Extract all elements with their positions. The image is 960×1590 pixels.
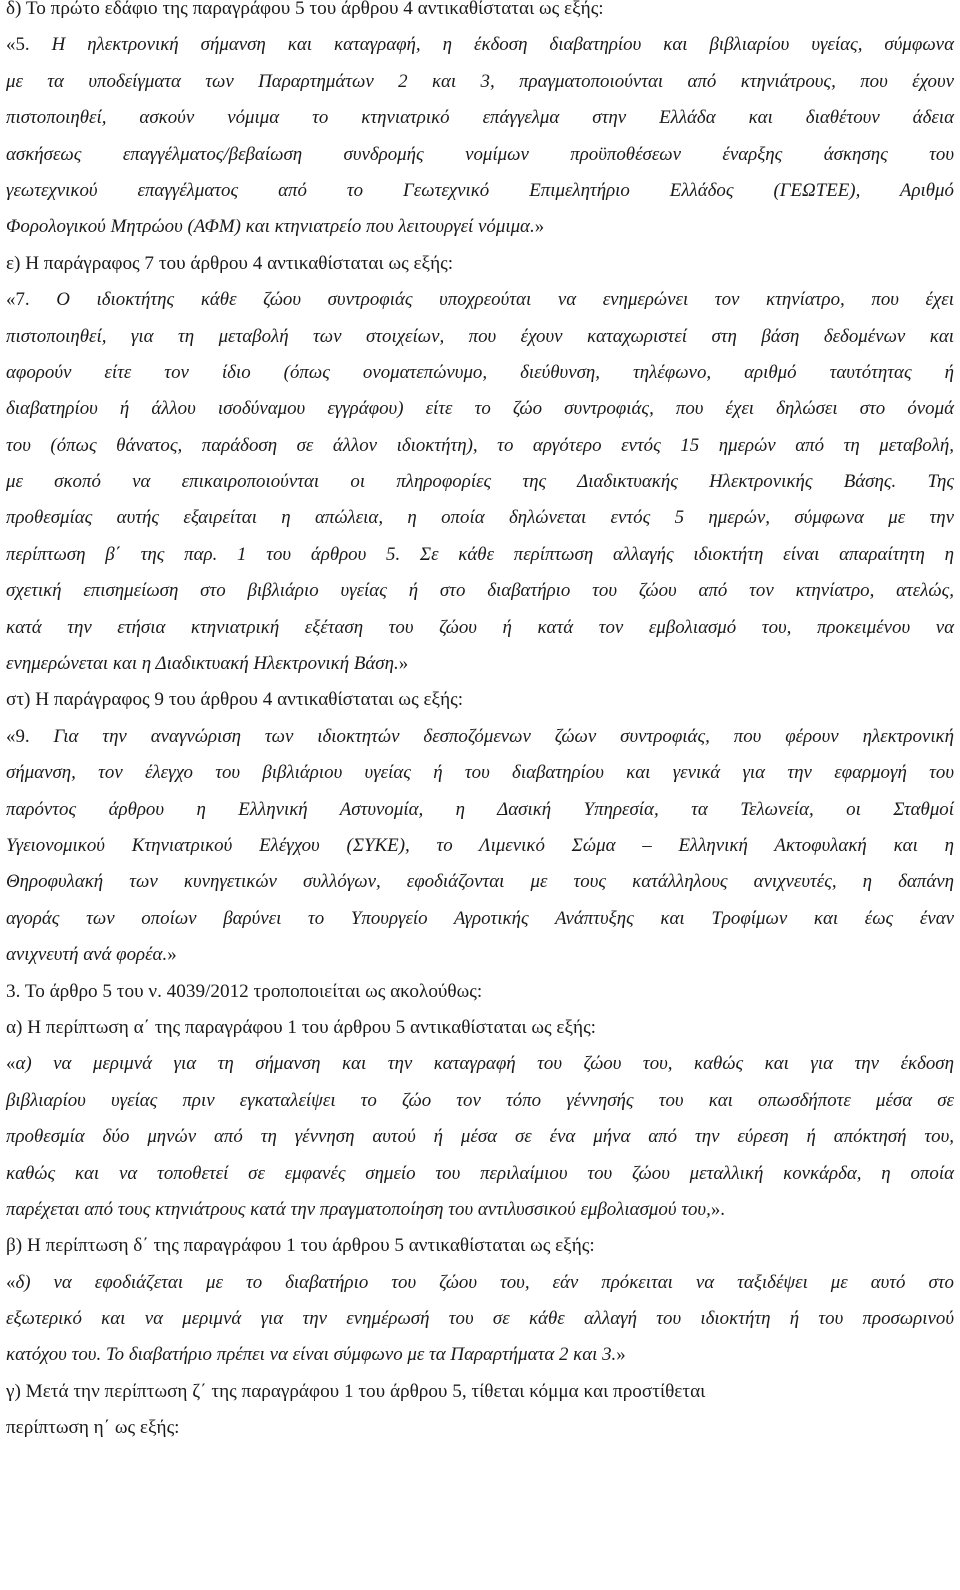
text-segment: β) Η περίπτωση δ΄ της παραγράφου 1 του άρθρου 5 αντικαθίσταται ως εξής: [6,1235,595,1257]
text-segment: γ) Μετά την περίπτωση ζ΄ της παραγράφου 1 του άρθρου 5, τίθεται κόμμα και προστίθεται [6,1380,706,1402]
text-segment: Φορολογικού Μητρώου (ΑΦΜ) και κτηνιατρείο που λειτουργεί νόμιμα. [6,216,535,238]
text-segment: ανιχνευτή ανά φορέα. [6,944,168,966]
text-segment: εξωτερικό και να μεριμνά για την ενημέρωσή του σε κάθε αλλαγή του ιδιοκτήτη ή του προσωρινού [6,1308,954,1330]
text-line [6,682,954,718]
text-line [6,209,954,245]
text-segment: σήμανση, τον έλεγχο του βιβλιάριου υγείας ή του διαβατηρίου και γενικά για την εφαρμογή του [6,762,954,784]
text-segment: παρέχεται από τους κτηνιάτρους κατά την πραγματοποίηση του αντιλυσσικού εμβολιασμού του, [6,1198,711,1220]
text-line [6,646,954,682]
text-line [6,173,954,209]
text-line [6,755,954,791]
text-segment: αγοράς των οποίων βαρύνει το Υπουργείο Αγροτικής Ανάπτυξης και Τροφίμων και έως έναν [6,907,954,929]
text-segment: » [167,944,177,966]
text-segment: παρόντος άρθρου η Ελληνική Αστυνομία, η Δασική Υπηρεσία, τα Τελωνεία, οι Σταθμοί [6,798,954,820]
text-line [6,1265,954,1301]
text-line [6,355,954,391]
text-line [6,1337,954,1373]
text-segment: κατά την ετήσια κτηνιατρική εξέταση του ζώου ή κατά τον εμβολιασμό του, προκειμένου να [6,616,954,638]
text-line [6,537,954,573]
text-line [6,719,954,755]
text-line [6,319,954,355]
text-line [6,610,954,646]
text-line [6,974,954,1010]
text-segment: περίπτωση β΄ της παρ. 1 του άρθρου 5. Σε κάθε περίπτωση αλλαγής ιδιοκτήτη είναι απαραίτητη η [6,543,954,565]
document-page [6,0,954,1447]
text-line [6,1301,954,1337]
text-segment: » [534,216,545,238]
text-segment: Υγειονομικού Κτηνιατρικού Ελέγχου (ΣΥΚΕ), το Λιμενικό Σώμα – Ελληνική Ακτοφυλακή και η [6,834,954,856]
text-line [6,100,954,136]
text-segment: ασκήσεως επαγγέλματος/βεβαίωση συνδρομής νομίμων προϋποθέσεων έναρξης άσκησης του [6,143,954,165]
text-segment: γεωτεχνικού επαγγέλματος από το Γεωτεχνικό Επιμελητήριο Ελλάδος (ΓΕΩΤΕΕ), Αριθμό [6,179,954,201]
text-line [6,391,954,427]
text-line [6,0,954,27]
text-segment: του (όπως θάνατος, παράδοση σε άλλον ιδιοκτήτη), το αργότερο εντός 15 ημερών από τη μεταβολή, [6,434,954,456]
text-segment: «5. [6,34,52,56]
text-line [6,1046,954,1082]
text-line [6,1156,954,1192]
text-segment: ». [710,1198,726,1220]
text-line [6,573,954,609]
text-segment: ενημερώνεται και η Διαδικτυακή Ηλεκτρονική Βάση. [6,653,399,675]
text-line [6,1410,954,1446]
text-line [6,64,954,100]
text-line [6,428,954,464]
text-segment: προθεσμία δύο μηνών από τη γέννηση αυτού ή μέσα σε ένα μήνα από την εύρεση ή απόκτησή του, [6,1126,954,1148]
text-line [6,27,954,63]
text-line [6,1228,954,1264]
text-segment: Για την αναγνώριση των ιδιοκτητών δεσποζόμενων ζώων συντροφιάς, που φέρουν ηλεκτρονική [53,725,955,747]
text-segment: α) να μεριμνά για τη σήμανση και την καταγραφή του ζώου του, καθώς και για την έκδοση [15,1053,954,1075]
text-segment: Ο ιδιοκτήτης κάθε ζώου συντροφιάς υποχρεούται να ενημερώνει τον κτηνίατρο, που έχει [56,289,955,311]
text-segment: « [6,1053,16,1075]
text-segment: βιβλιαρίου υγείας πριν εγκαταλείψει το ζώο τον τόπο γέννησής του και οπωσδήποτε μέσα σε [6,1089,954,1111]
text-segment: α) Η περίπτωση α΄ της παραγράφου 1 του άρθρου 5 αντικαθίσταται ως εξής: [6,1016,596,1038]
text-line [6,500,954,536]
text-line [6,901,954,937]
text-segment: καθώς και να τοποθετεί σε εμφανές σημείο του περιλαίμιου του ζώου μεταλλική κονκάρδα, η οποία [6,1162,954,1184]
text-segment: Η ηλεκτρονική σήμανση και καταγραφή, η έκδοση διαβατηρίου και βιβλιαρίου υγείας, σύμφωνα [51,34,954,56]
text-segment: «9. [6,725,54,747]
text-line [6,828,954,864]
text-segment: περίπτωση η΄ ως εξής: [6,1417,180,1439]
text-line [6,792,954,828]
text-segment: 3. Το άρθρο 5 του ν. 4039/2012 τροποποιείται ως ακολούθως: [6,980,483,1002]
text-line [6,282,954,318]
text-segment: πιστοποιηθεί, ασκούν νόμιμα το κτηνιατρικό επάγγελμα στην Ελλάδα και διαθέτουν άδεια [6,107,954,129]
text-segment: κατόχου του. Το διαβατήριο πρέπει να είναι σύμφωνο με τα Παραρτήματα 2 και 3. [6,1344,617,1366]
text-segment: « [6,1271,16,1293]
text-line [6,464,954,500]
text-line [6,864,954,900]
text-line [6,1119,954,1155]
text-line [6,1374,954,1410]
text-segment: «7. [6,289,57,311]
text-segment: με σκοπό να επικαιροποιούνται οι πληροφορίες της Διαδικτυακής Ηλεκτρονικής Βάσης. Της [6,471,954,493]
text-line [6,137,954,173]
text-segment: » [398,653,409,675]
text-segment: πιστοποιηθεί, για τη μεταβολή των στοιχείων, που έχουν καταχωριστεί στη βάση δεδομένων και [6,325,954,347]
text-segment: » [616,1344,626,1366]
text-line [6,1192,954,1228]
text-line [6,246,954,282]
text-segment: ε) Η παράγραφος 7 του άρθρου 4 αντικαθίσταται ως εξής: [6,252,454,274]
text-segment: Θηροφυλακή των κυνηγετικών συλλόγων, εφοδιάζονται με τους κατάλληλους ανιχνευτές, η δαπάνη [6,871,954,893]
text-segment: διαβατηρίου ή άλλου ισοδύναμου εγγράφου) είτε το ζώο συντροφιάς, που έχει δηλώσει στο όνομά [6,398,954,420]
text-line [6,1083,954,1119]
text-segment: με τα υποδείγματα των Παραρτημάτων 2 και 3, πραγματοποιούνται από κτηνιάτρους, που έχουν [6,70,954,92]
text-segment: σχετική επισημείωση στο βιβλιάριο υγείας ή στο διαβατήριο του ζώου από τον κτηνίατρο, ατελώς, [6,580,954,602]
text-segment: προθεσμίας αυτής εξαιρείται η απώλεια, η οποία δηλώνεται εντός 5 ημερών, σύμφωνα με την [6,507,954,529]
text-segment: στ) Η παράγραφος 9 του άρθρου 4 αντικαθίσταται ως εξής: [6,689,464,711]
text-segment: δ) Το πρώτο εδάφιο της παραγράφου 5 του άρθρου 4 αντικαθίσταται ως εξής: [6,0,604,19]
text-line [6,1010,954,1046]
text-segment: δ) να εφοδιάζεται με το διαβατήριο του ζώου του, εάν πρόκειται να ταξιδέψει με αυτό στο [15,1271,954,1293]
text-line [6,937,954,973]
text-segment: αφορούν είτε τον ίδιο (όπως ονοματεπώνυμο, διεύθυνση, τηλέφωνο, αριθμό ταυτότητας ή [6,361,954,383]
